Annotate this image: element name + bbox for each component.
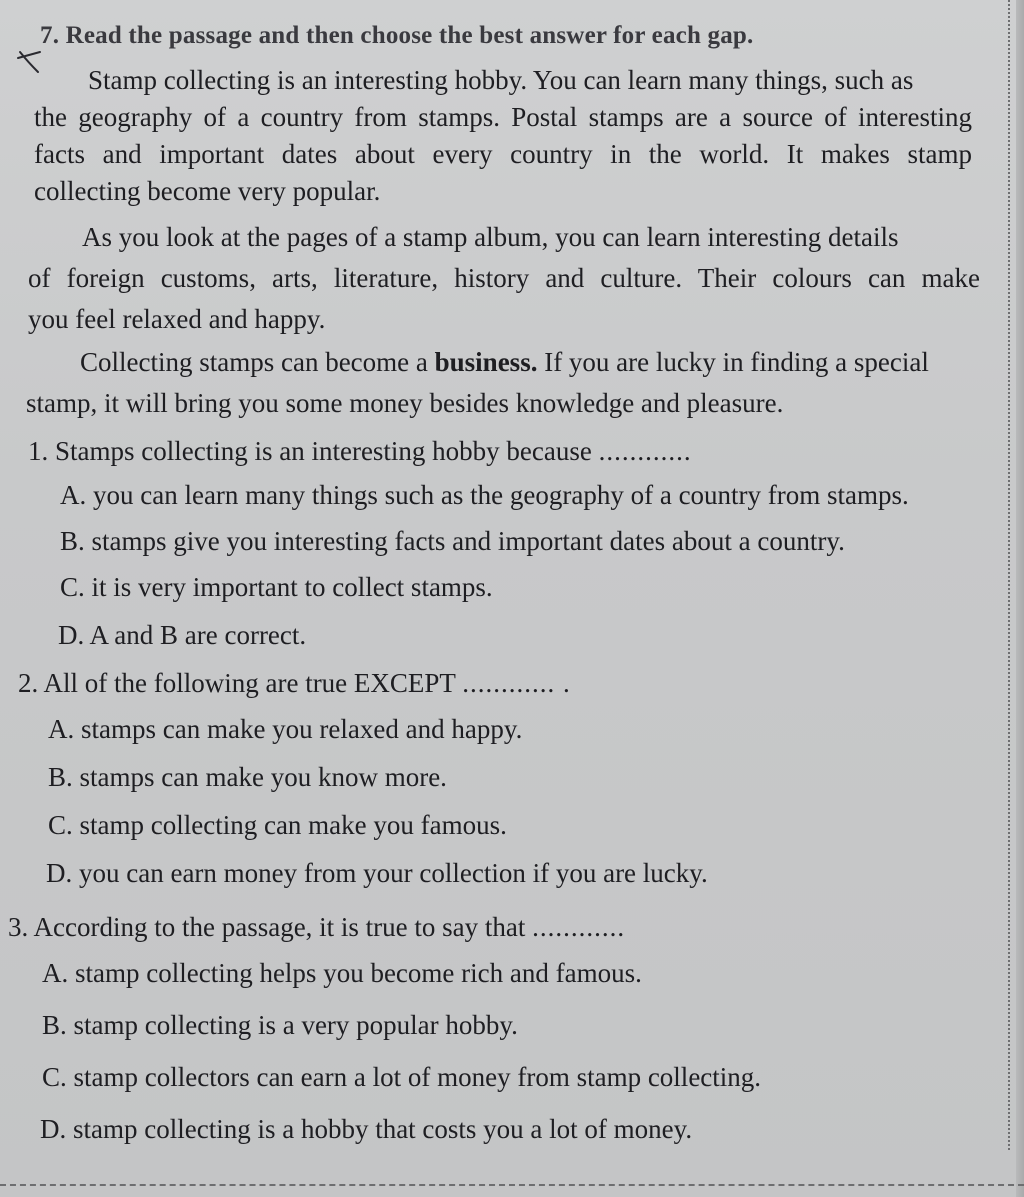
passage-line <box>26 342 988 383</box>
question-2-option-c: C. stamp collecting can make you famous. <box>48 810 507 840</box>
passage-line: As you look at the pages of a stamp album, you can learn interesting details <box>82 222 899 252</box>
question-2-option-a: A. stamps can make you relaxed and happy. <box>48 714 523 744</box>
passage-line: you feel relaxed and happy. <box>28 304 326 334</box>
question-1-option-d: D. A and B are correct. <box>58 620 307 650</box>
answer-blank: ............ <box>598 436 692 466</box>
question-text: 2. All of the following are true EXCEPT <box>18 668 463 698</box>
passage-text: If you are lucky in finding a special <box>537 347 929 377</box>
question-1-stem <box>28 436 692 467</box>
passage-line: stamp, it will bring you some money besides knowledge and pleasure. <box>26 388 784 418</box>
passage-paragraph-3 <box>26 342 988 424</box>
passage-paragraph-2 <box>28 217 980 340</box>
question-3-option-d: D. stamp collecting is a hobby that costs you a lot of money. <box>40 1114 693 1144</box>
question-1-option-c: C. it is very important to collect stamps. <box>60 572 493 602</box>
page-edge <box>1016 0 1024 1197</box>
bottom-dashed-rule <box>0 1184 1024 1186</box>
question-text: 1. Stamps collecting is an interesting hobby because <box>28 436 599 466</box>
question-2-option-d: D. you can earn money from your collection if you are lucky. <box>46 858 708 888</box>
question-3-stem <box>8 912 625 943</box>
passage-line: the geography of a country from stamps. Postal stamps are a source of interesting <box>34 102 972 132</box>
passage-line: Stamp collecting is an interesting hobby. You can learn many things, such as <box>88 65 914 95</box>
passage-line: collecting become very popular. <box>34 176 381 206</box>
question-2-stem <box>18 668 571 699</box>
margin-dotted-line <box>1008 0 1010 1150</box>
answer-blank: ............ <box>532 912 626 942</box>
answer-blank: ............ . <box>462 668 571 698</box>
passage-line: of foreign customs, arts, literature, history and culture. Their colours can make <box>28 263 980 293</box>
passage-line: facts and important dates about every country in the world. It makes stamp <box>34 139 972 169</box>
question-2-option-b: B. stamps can make you know more. <box>48 762 447 792</box>
question-text: 3. According to the passage, it is true to say that <box>8 912 533 942</box>
question-3-option-c: C. stamp collectors can earn a lot of money from stamp collecting. <box>42 1062 762 1092</box>
passage-paragraph-1 <box>34 62 972 210</box>
bold-word-business: business. <box>434 347 538 377</box>
exercise-heading: 7. Read the passage and then choose the best answer for each gap. <box>40 22 754 49</box>
question-1-option-a: A. you can learn many things such as the geography of a country from stamps. <box>60 480 909 510</box>
question-3-option-a: A. stamp collecting helps you become rich and famous. <box>42 958 642 988</box>
question-3-option-b: B. stamp collecting is a very popular hobby. <box>42 1010 518 1040</box>
question-1-option-b: B. stamps give you interesting facts and important dates about a country. <box>60 526 845 556</box>
passage-text: Collecting stamps can become a <box>80 347 435 377</box>
